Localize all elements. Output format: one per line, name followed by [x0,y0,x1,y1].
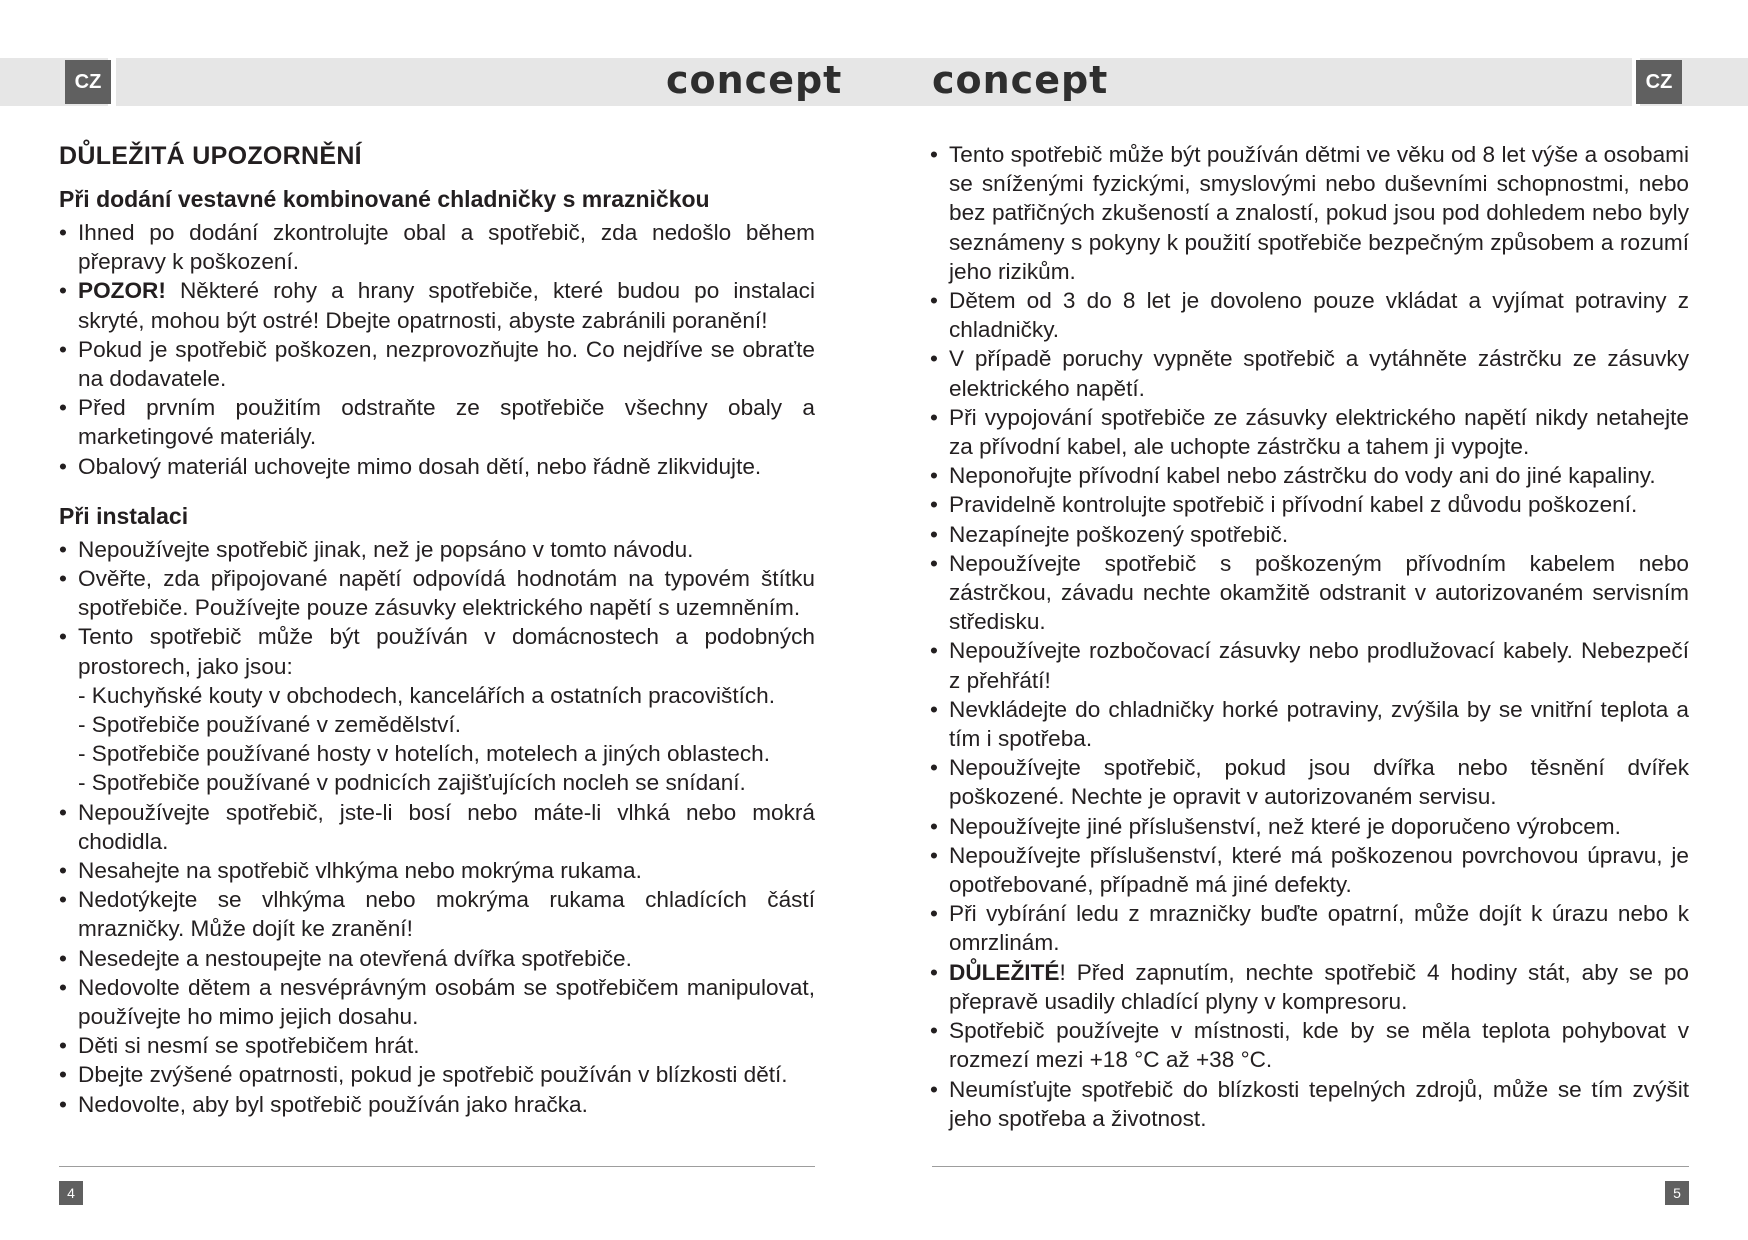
section-heading-delivery: Při dodání vestavné kombinované chladničky s mrazničkou [59,186,710,212]
list-item: • Nepoužívejte spotřebič s poškozeným přívodním kabelem nebo zástrčkou, závadu nechte okamžitě odstranit v autorizovaném servisním středisku. [930,549,1689,637]
list-item: • Spotřebič používejte v místnosti, kde by se měla teplota pohybovat v rozmezí mezi +18 °C až +38 °C. [930,1016,1689,1074]
list-item: • Nepoužívejte jiné příslušenství, než které je doporučeno výrobcem. [930,812,1689,841]
list-item-text: Tento spotřebič může být používán v domácnostech a podobných prostorech, jako jsou: [78,624,815,679]
list-item: • Při vypojování spotřebiče ze zásuvky elektrického napětí nikdy netahejte za přívodní kabel, ale uchopte zástrčku a tahem ji vypojte. [930,403,1689,461]
page-number-left: 4 [59,1181,83,1205]
list-item: • Pokud je spotřebič poškozen, nezprovozňujte ho. Co nejdříve se obraťte na dodavatele. [59,335,815,393]
list-item: • Nedotýkejte se vlhkýma nebo mokrýma rukama chladících částí mrazničky. Může dojít ke zranění! [59,885,815,943]
list-item: • Nepoužívejte rozbočovací zásuvky nebo prodlužovací kabely. Nebezpečí z přehřátí! [930,636,1689,694]
list-item: • Nesahejte na spotřebič vlhkýma nebo mokrýma rukama. [59,856,815,885]
list-item: • Nezapínejte poškozený spotřebič. [930,520,1689,549]
installation-list [59,535,815,1119]
list-item [930,958,1689,1016]
list-item: • Nedovolte dětem a nesvéprávným osobám se spotřebičem manipulovat, používejte ho mimo jejich dosahu. [59,973,815,1031]
list-item: • V případě poruchy vypněte spotřebič a vytáhněte zástrčku ze zásuvky elektrického napětí. [930,344,1689,402]
list-item [59,622,815,797]
list-item: • Neponořujte přívodní kabel nebo zástrčku do vody ani do jiné kapaliny. [930,461,1689,490]
sub-item: - Spotřebiče používané hosty v hotelích, motelech a jiných oblastech. [78,741,771,767]
list-item: • Nepoužívejte příslušenství, které má poškozenou povrchovou úpravu, je opotřebované, případně má jiné defekty. [930,841,1689,899]
language-badge-left: CZ [65,60,111,104]
list-item: • Ihned po dodání zkontrolujte obal a spotřebič, zda nedošlo během přepravy k poškození. [59,218,815,276]
list-item: • Tento spotřebič může být používán dětmi ve věku od 8 let výše a osobami se sníženými fyzickými, smyslovými nebo duševními schopnostmi, nebo bez patřičných zkušeností a znalostí, pokud jsou pod dohledem nebo byly seznámeny s pokyny k použití spotřebiče bezpečným způsobem a rozumí jeho rizikům. [930,140,1689,286]
list-item [59,276,815,334]
list-item-text: Některé rohy a hrany spotřebiče, které budou po instalaci skryté, mohou být ostré! Dbejte opatrnosti, abyste zabránili poranění! [78,278,815,333]
list-item: • Nepoužívejte spotřebič, jste-li bosí nebo máte-li vlhká nebo mokrá chodidla. [59,798,815,856]
list-item: • Nevkládejte do chladničky horké potraviny, zvýšila by se vnitřní teplota a tím i spotřeba. [930,695,1689,753]
list-item: • Při vybírání ledu z mrazničky buďte opatrní, může dojít k úrazu nebo k omrzlinám. [930,899,1689,957]
delivery-list [59,218,815,481]
list-item-text: ! Před zapnutím, nechte spotřebič 4 hodiny stát, aby se po přepravě usadily chladící plyny v kompresoru. [949,959,1689,1014]
footer-divider-right [932,1166,1689,1167]
safety-list [930,140,1689,1133]
list-item: • Obalový materiál uchovejte mimo dosah dětí, nebo řádně zlikvidujte. [59,452,815,481]
list-item: • Pravidelně kontrolujte spotřebič i přívodní kabel z důvodu poškození. [930,490,1689,519]
list-item: • Dětem od 3 do 8 let je dovoleno pouze vkládat a vyjímat potraviny z chladničky. [930,286,1689,344]
warning-label: POZOR! [78,278,166,304]
footer-divider-left [59,1166,815,1167]
page-title: DŮLEŽITÁ UPOZORNĚNÍ [59,142,362,170]
list-item: • Neumísťujte spotřebič do blízkosti tepelných zdrojů, může se tím zvýšit jeho spotřeba a životnost. [930,1075,1689,1133]
list-item: • Nesedejte a nestoupejte na otevřená dvířka spotřebiče. [59,944,815,973]
sub-item: - Spotřebiče používané v podnicích zajišťujících nocleh se snídaní. [78,770,746,796]
list-item: • Dbejte zvýšené opatrnosti, pokud je spotřebič používán v blízkosti dětí. [59,1060,815,1089]
sub-item: - Kuchyňské kouty v obchodech, kancelářích a ostatních pracovištích. [78,682,776,708]
list-item: • Nepoužívejte spotřebič, pokud jsou dvířka nebo těsnění dvířek poškozené. Nechte je opravit v autorizovaném servisu. [930,753,1689,811]
list-item: • Děti si nesmí se spotřebičem hrát. [59,1031,815,1060]
page-number-right: 5 [1665,1181,1689,1205]
list-item: • Nepoužívejte spotřebič jinak, než je popsáno v tomto návodu. [59,535,815,564]
right-page-content [930,140,1689,1133]
list-item: • Nedovolte, aby byl spotřebič používán jako hračka. [59,1090,815,1119]
list-item: • Ověřte, zda připojované napětí odpovídá hodnotám na typovém štítku spotřebiče. Používejte pouze zásuvky elektrického napětí s uzemněním. [59,564,815,622]
list-item: • Před prvním použitím odstraňte ze spotřebiče všechny obaly a marketingové materiály. [59,393,815,451]
brand-logo-left: concept [666,58,843,102]
left-page-content [59,140,815,1119]
brand-logo-right: concept [932,58,1109,102]
important-label: DŮLEŽITÉ [949,959,1060,985]
sub-item: - Spotřebiče používané v zemědělství. [78,712,462,738]
language-badge-right: CZ [1636,60,1682,104]
section-heading-installation: Při instalaci [59,502,189,529]
